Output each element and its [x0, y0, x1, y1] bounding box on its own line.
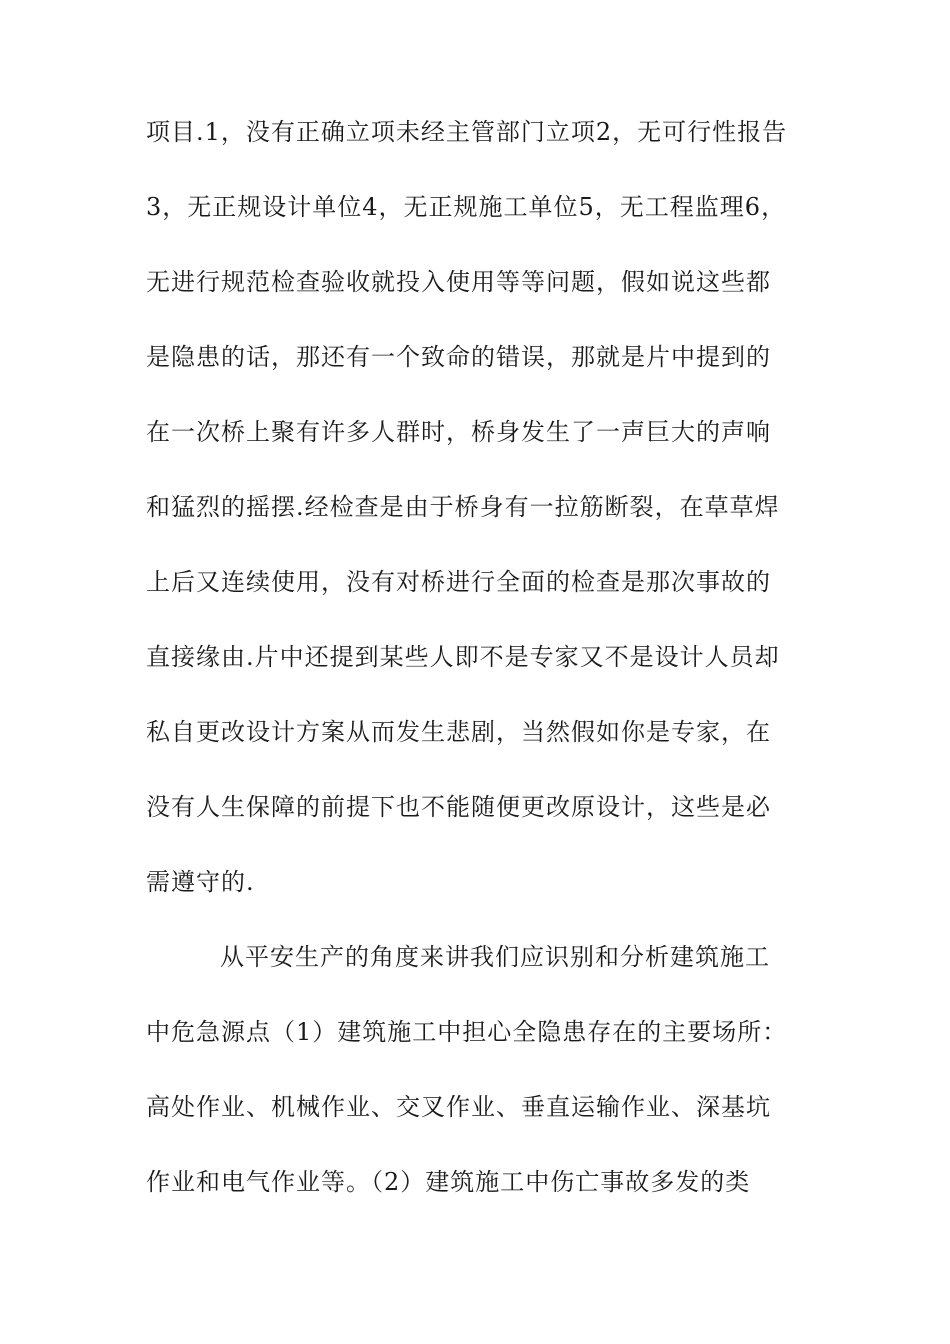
paragraph-2	[146, 937, 806, 1237]
paragraph-1	[146, 112, 806, 937]
text-line: 从平安生产的角度来讲我们应识别和分析建筑施工	[220, 943, 770, 971]
text-line: 是隐患的话，那还有一个致命的错误，那就是片中提到的	[146, 343, 771, 371]
text-line: 无进行规范检查验收就投入使用等等问题，假如说这些都	[146, 268, 771, 296]
text-line: 直接缘由.片中还提到某些人即不是专家又不是设计人员却	[146, 643, 780, 671]
text-line: 需遵守的.	[146, 868, 255, 896]
text-line: 3，无正规设计单位4，无正规施工单位5，无工程监理6，	[146, 193, 787, 221]
text-line: 高处作业、机械作业、交叉作业、垂直运输作业、深基坑	[146, 1093, 771, 1121]
text-line: 作业和电气作业等。（2）建筑施工中伤亡事故多发的类	[146, 1168, 751, 1196]
text-line: 没有人生保障的前提下也不能随便更改原设计，这些是必	[146, 793, 771, 821]
text-line: 在一次桥上聚有许多人群时，桥身发生了一声巨大的声响	[146, 418, 771, 446]
text-line: 私自更改设计方案从而发生悲剧，当然假如你是专家，在	[146, 718, 771, 746]
text-line: 和猛烈的摇摆.经检查是由于桥身有一拉筋断裂，在草草焊	[146, 493, 780, 521]
text-line: 项目.1，没有正确立项未经主管部门立项2，无可行性报告	[146, 118, 788, 146]
body-text	[146, 112, 806, 1237]
text-line: 上后又连续使用，没有对桥进行全面的检查是那次事故的	[146, 568, 771, 596]
text-line: 中危急源点（1）建筑施工中担心全隐患存在的主要场所：	[146, 1018, 788, 1046]
